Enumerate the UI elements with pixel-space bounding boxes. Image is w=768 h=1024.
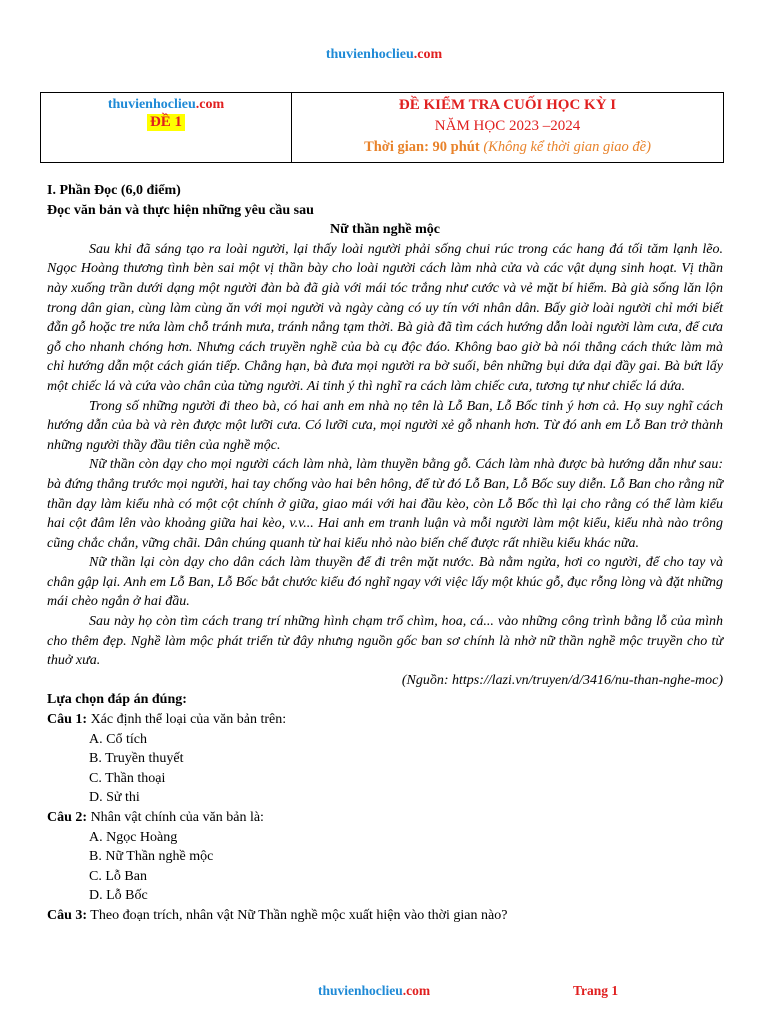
footer-site-link (318, 983, 430, 999)
answer-option: D. Sử thi (89, 790, 140, 806)
question-text: Xác định thể loại của văn bản trên: (87, 712, 287, 728)
page-number: Trang 1 (573, 983, 619, 998)
question-label: Câu 1: (47, 712, 88, 728)
exam-code: ĐỀ 1 (147, 114, 185, 131)
question-2 (47, 808, 723, 828)
exam-content (47, 181, 723, 926)
school-year: NĂM HỌC 2023 –2024 (434, 118, 581, 134)
site-header-link (0, 47, 768, 63)
questions-heading: Lựa chọn đáp án đúng: (47, 692, 187, 708)
story-title: Nữ thần nghề mộc (330, 222, 440, 238)
site-domain: .com (413, 47, 443, 62)
header-brand (41, 96, 291, 113)
answer-option: C. Lỗ Ban (89, 868, 147, 884)
story-paragraph: Sau này họ còn tìm cách trang trí những hình chạm trổ chìm, hoa, cá... vào những công trình bằng lỗ của mình cho thêm đẹp. Nghề làm mộc phát triển từ đây nhưng nguồn gốc ban sơ chính là nhờ nữ thần nghề mộc truyền cho từ thuở xưa. (47, 614, 723, 669)
question-label: Câu 2: (47, 810, 88, 825)
duration-note: (Không kể thời gian giao đề) (483, 139, 651, 155)
question-1 (47, 710, 723, 730)
answer-option: B. Nữ Thần nghề mộc (89, 849, 214, 865)
story-source: (Nguồn: https://lazi.vn/truyen/d/3416/nu-than-nghe-moc) (401, 672, 723, 688)
exam-title: ĐỀ KIỂM TRA CUỐI HỌC KỲ I (398, 97, 617, 113)
site-name: thuvienhoclieu (325, 47, 414, 62)
footer-site-domain: .com (402, 983, 431, 998)
question-text: Theo đoạn trích, nhân vật Nữ Thần nghề mộc xuất hiện vào thời gian nào? (87, 907, 508, 923)
exam-duration (292, 137, 723, 158)
header-brand-name: thuvienhoclieu (107, 97, 196, 112)
header-right-cell (292, 93, 723, 162)
section-heading: I. Phần Đọc (6,0 điểm) (47, 183, 181, 198)
section-instruction: Đọc văn bản và thực hiện những yêu cầu sau (47, 202, 314, 218)
header-brand-domain: .com (195, 97, 225, 112)
story-paragraph: Trong số những người đi theo bà, có hai anh em nhà nọ tên là Lỗ Ban, Lỗ Bốc tinh ý hơn cả. Họ suy nghĩ cách hướng dẫn của bà và rèn được một lưỡi cưa. Có lưỡi cưa, mọi người xẻ gỗ nhanh hơn. Từ đó anh em Lỗ Ban trở thành những người thầy đầu tiên của nghề mộc. (47, 398, 723, 453)
story-paragraph: Nữ thần lại còn dạy cho dân cách làm thuyền để đi trên mặt nước. Bà nằm ngửa, hơi co người, để cho tay và chân gập lại. Anh em Lỗ Ban, Lỗ Bốc bắt chước kiểu đó nghĩ ngay với việc lấy một khúc gỗ, đục rỗng lòng và đặt những mái chèo ngắn ở hai đầu. (47, 555, 723, 610)
duration-label: Thời gian: 90 phút (364, 139, 480, 155)
story-paragraph: Sau khi đã sáng tạo ra loài người, lại thấy loài người phải sống chui rúc trong các hang đá tối tăm lạnh lẽo. Ngọc Hoàng thương tình bèn sai một vị thần bày cho loài người cách làm nhà cửa và các vật dụng sinh hoạt. Vị thần này xuống trần dưới dạng một người đàn bà đã già với mái tóc trắng như cước và vẻ mặt bí hiểm. Bà già sống lăn lộn trong dân gian, cùng làm cùng ăn với mọi người và ngày càng có uy tín với nhân dân. Bấy giờ loài người chỉ mới biết đẵn gỗ hoặc tre nứa làm chỗ tránh mưa, tránh nắng tạm thời. Bà già đã tìm cách hướng dẫn loài người làm cưa, để cưa gỗ cho nhanh chóng hơn. Nhưng cách truyền nghề của bà cụ độc đáo. Không bao giờ bà nói thẳng cách thức làm mà chỉ hướng dẫn một cách gián tiếp. Chẳng hạn, bà đưa mọi người ra bờ suối, bên những bụi dứa dại đầy gai. Bà bứt lấy một chiếc lá và cứa vào chân của từng người. Ai tinh ý thì nghĩ ra cách làm chiếc cưa, tương tự như chiếc lá dứa. (47, 241, 723, 394)
question-text: Nhân vật chính của văn bản là: (87, 810, 264, 825)
answer-option: C. Thần thoại (89, 770, 166, 786)
footer-site-name: thuvienhoclieu (318, 983, 403, 998)
question-label: Câu 3: (47, 907, 88, 923)
question-3 (47, 906, 723, 926)
answer-option: A. Cổ tích (89, 731, 147, 747)
exam-header-table (40, 92, 724, 163)
header-left-cell (41, 93, 292, 162)
answer-option: D. Lỗ Bốc (89, 888, 148, 904)
story-paragraph: Nữ thần còn dạy cho mọi người cách làm nhà, làm thuyền bằng gỗ. Cách làm nhà được bà hướng dẫn như sau: bà đứng thẳng trước mọi người, hai tay chống vào hai bên hông, để từ đó Lỗ Ban, Lỗ Bốc suy diễn. Lỗ Ban cho rằng nữ thần dạy làm kiểu nhà có một cột chính ở giữa, giao mái với hai đầu kèo, còn Lỗ Bốc thì lại cho rằng có thể làm kiểu hai cột đâm lên vào khoảng giữa hai kèo, v.v... Hai anh em tranh luận và mỗi người làm một kiểu, kiểu nhà nào trông cũng chắc chắn, vững chãi. Dân chúng quanh từ hai kiểu nhỏ nào biến chế được rất nhiều kiểu khác nữa. (47, 457, 723, 551)
answer-option: A. Ngọc Hoàng (89, 829, 178, 845)
answer-option: B. Truyền thuyết (89, 751, 184, 767)
